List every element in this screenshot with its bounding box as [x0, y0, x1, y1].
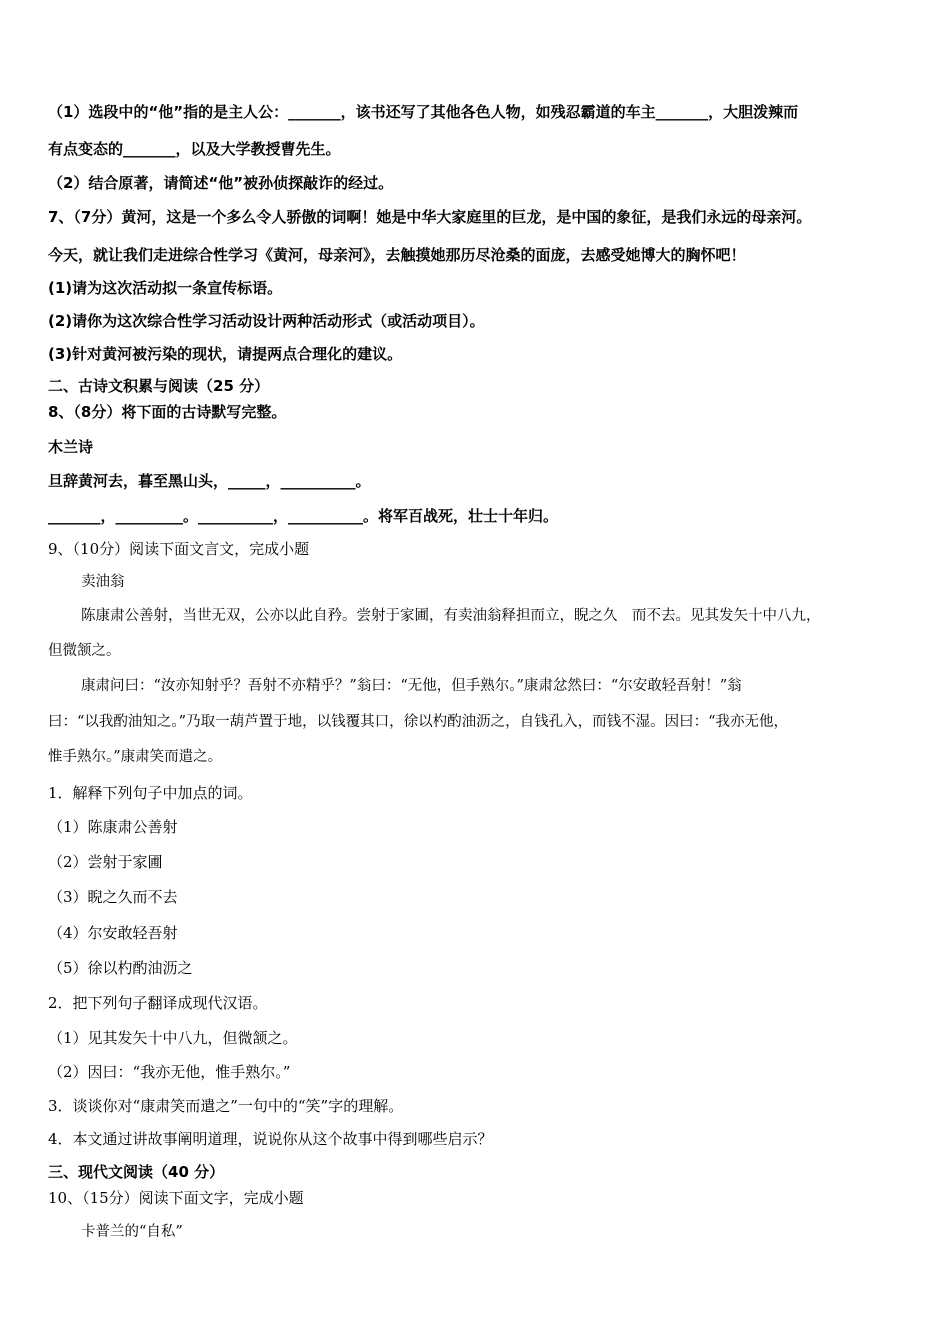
- subquestion-2-item-2: （2）因曰：“我亦无他，惟手熟尔。”: [48, 1063, 291, 1081]
- q7-intro-line1: 7、（7分）黄河，这是一个多么令人骄傲的词啊！她是中华大家庭里的巨龙，是中国的象征，是我们永远的母亲河。: [48, 208, 812, 226]
- q7-sub1: (1)请为这次活动拟一条宣传标语。: [48, 279, 283, 297]
- poem-title: 木兰诗: [48, 438, 94, 456]
- section-3-heading: 三、现代文阅读（40 分）: [48, 1163, 225, 1181]
- passage-p2-line3: 惟手熟尔。”康肃笑而遣之。: [48, 749, 223, 765]
- q7-intro-line2: 今天，就让我们走进综合性学习《黄河，母亲河》，去触摸她那历尽沧桑的面庞，去感受她博大的胸怀吧！: [48, 246, 746, 264]
- q7-sub2: (2)请你为这次综合性学习活动设计两种活动形式（或活动项目）。: [48, 312, 485, 330]
- q9-prompt: 9、（10分）阅读下面文言文，完成小题: [48, 540, 310, 558]
- passage-p2-line2: 曰：“以我酌油知之。”乃取一葫芦置于地，以钱覆其口，徐以杓酌油沥之，自钱孔入，而钱不湿。因曰：“我亦无他，: [48, 714, 788, 730]
- q10-prompt: 10、（15分）阅读下面文字，完成小题: [48, 1189, 304, 1207]
- passage-p1-line2: 但微颔之。: [48, 643, 121, 659]
- subquestion-4: 4．本文通过讲故事阐明道理，说说你从这个故事中得到哪些启示？: [48, 1130, 493, 1148]
- subquestion-3: 3．谈谈你对“康肃笑而遣之”一句中的“笑”字的理解。: [48, 1097, 404, 1115]
- subquestion-1-item-2: （2）尝射于家圃: [48, 853, 163, 871]
- passage-p2-line1: 康肃问曰：“汝亦知射乎？吾射不亦精乎？”翁曰：“无他，但手熟尔。”康肃忿然曰：“尔安敢轻吾射！”翁: [81, 678, 742, 694]
- q6-sub1-line2: 有点变态的_______，以及大学教授曹先生。: [48, 140, 341, 158]
- q6-sub2: （2）结合原著，请简述“他”被孙侦探敲诈的经过。: [48, 174, 394, 192]
- poem-line-1: 旦辞黄河去，暮至黑山头，_____，__________。: [48, 472, 371, 490]
- passage-p1-line1: 陈康肃公善射，当世无双，公亦以此自矜。尝射于家圃，有卖油翁释担而立，睨之久 而不去。见其发矢十中八九，: [81, 608, 821, 624]
- subquestion-1-item-4: （4）尔安敢轻吾射: [48, 924, 178, 942]
- subquestion-1-item-3: （3）睨之久而不去: [48, 888, 178, 906]
- subquestion-1-item-1: （1）陈康肃公善射: [48, 818, 178, 836]
- subquestion-1-item-5: （5）徐以杓酌油沥之: [48, 959, 193, 977]
- q8-prompt: 8、（8分）将下面的古诗默写完整。: [48, 403, 287, 421]
- q7-sub3: (3)针对黄河被污染的现状，请提两点合理化的建议。: [48, 345, 403, 363]
- subquestion-2-item-1: （1）见其发矢十中八九，但微颔之。: [48, 1029, 298, 1047]
- subquestion-2: 2．把下列句子翻译成现代汉语。: [48, 994, 268, 1012]
- poem-line-2: _______，_________。__________，__________。将军百战死，壮士十年归。: [48, 507, 559, 525]
- subquestion-1: 1．解释下列句子中加点的词。: [48, 784, 253, 802]
- q6-sub1-line1: （1）选段中的“他”指的是主人公：_______，该书还写了其他各色人物，如残忍霸道的车主_______，大胆泼辣而: [48, 103, 799, 121]
- passage-title: 卖油翁: [81, 574, 125, 590]
- passage-2-title: 卡普兰的“自私”: [81, 1224, 183, 1240]
- section-2-heading: 二、古诗文积累与阅读（25 分）: [48, 377, 270, 395]
